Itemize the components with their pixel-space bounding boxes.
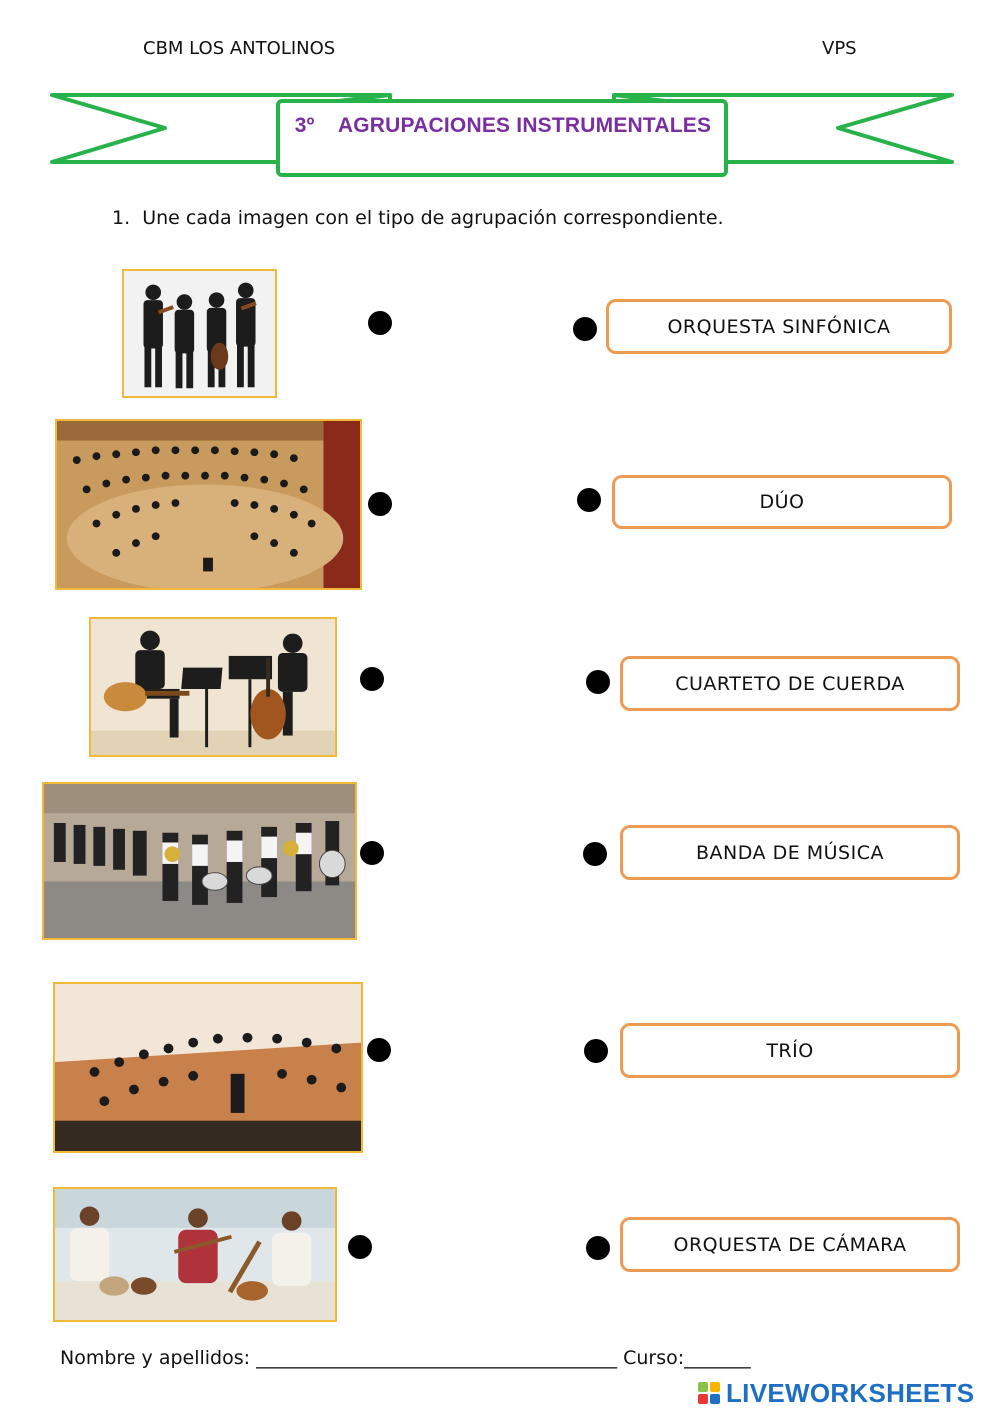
image-dot-4[interactable]: [360, 841, 384, 865]
title-banner-ribbon: [0, 0, 1000, 200]
label-dot-3[interactable]: [586, 670, 610, 694]
image-dot-1[interactable]: [368, 311, 392, 335]
image-dot-6[interactable]: [348, 1235, 372, 1259]
label-duo[interactable]: DÚO: [612, 475, 952, 529]
chamber-orchestra-photo: [53, 982, 363, 1153]
label-dot-5[interactable]: [584, 1039, 608, 1063]
image-dot-3[interactable]: [360, 667, 384, 691]
string-quartet-photo: [122, 269, 277, 398]
label-banda-de-musica[interactable]: BANDA DE MÚSICA: [620, 825, 960, 880]
student-name-field[interactable]: Nombre y apellidos: ______________________________________ Curso:_______: [60, 1347, 751, 1369]
symphony-orchestra-photo: [55, 419, 362, 590]
image-dot-5[interactable]: [367, 1038, 391, 1062]
trio-photo: [53, 1187, 337, 1322]
page-title: 3º AGRUPACIONES INSTRUMENTALES: [294, 114, 712, 137]
liveworksheets-grid-icon: [698, 1382, 720, 1404]
label-dot-6[interactable]: [586, 1236, 610, 1260]
exercise-instruction: 1. Une cada imagen con el tipo de agrupación correspondiente.: [112, 207, 724, 229]
image-dot-2[interactable]: [368, 492, 392, 516]
label-orquesta-de-camara[interactable]: ORQUESTA DE CÁMARA: [620, 1217, 960, 1272]
label-dot-4[interactable]: [583, 842, 607, 866]
label-orquesta-sinfonica[interactable]: ORQUESTA SINFÓNICA: [606, 299, 952, 354]
label-trio[interactable]: TRÍO: [620, 1023, 960, 1078]
school-name: CBM LOS ANTOLINOS: [143, 38, 336, 59]
label-dot-1[interactable]: [573, 317, 597, 341]
brand-name: LIVEWORKSHEETS: [726, 1377, 975, 1408]
label-dot-2[interactable]: [577, 488, 601, 512]
marching-band-photo: [42, 782, 357, 940]
label-cuarteto-de-cuerda[interactable]: CUARTETO DE CUERDA: [620, 656, 960, 711]
liveworksheets-logo: [698, 1376, 974, 1410]
duo-photo: [89, 617, 337, 757]
teacher-initials: VPS: [822, 38, 857, 59]
